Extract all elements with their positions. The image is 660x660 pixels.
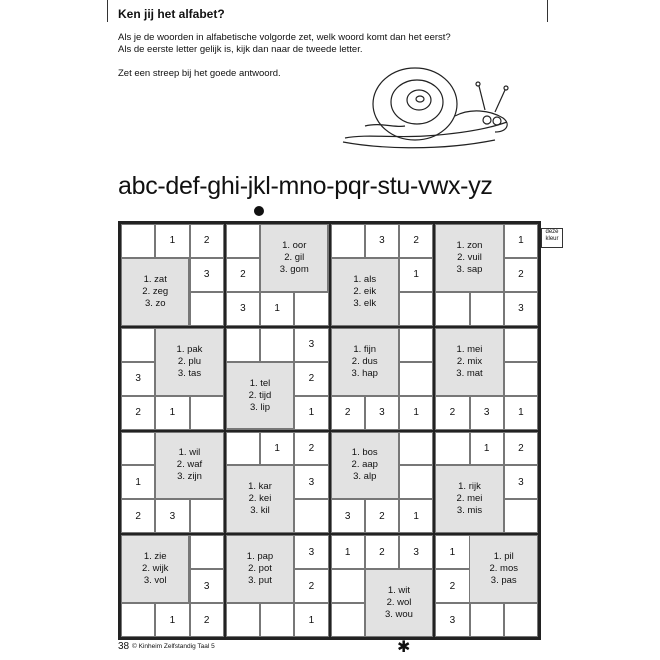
puzzle-cell[interactable] — [121, 603, 155, 637]
puzzle-cell[interactable]: 1 — [435, 535, 469, 569]
puzzle-cell[interactable] — [260, 328, 294, 362]
frame-right-line — [547, 0, 548, 22]
puzzle-cell[interactable]: 1 — [155, 396, 189, 430]
word-option[interactable]: 1. zie — [143, 551, 167, 563]
word-option[interactable]: 3. elk — [353, 297, 377, 309]
puzzle-block — [434, 431, 539, 535]
color-box[interactable]: deze kleur — [541, 228, 563, 248]
word-option[interactable]: 3. tas — [177, 367, 202, 379]
puzzle-cell[interactable]: 3 — [155, 499, 189, 533]
word-option[interactable]: 1. pak — [176, 343, 203, 355]
word-option[interactable]: 1. fijn — [353, 343, 377, 355]
puzzle-block — [225, 223, 330, 327]
word-option[interactable]: 1. wil — [178, 447, 201, 459]
puzzle-cell[interactable]: 1 — [121, 465, 155, 499]
star-icon: ✱ — [397, 639, 411, 656]
page-title: Ken jij het alfabet? — [118, 7, 225, 21]
puzzle-cell[interactable]: 2 — [435, 396, 469, 430]
puzzle-cell[interactable] — [190, 396, 224, 430]
puzzle-cell[interactable]: 3 — [435, 603, 469, 637]
puzzle-cell[interactable]: 3 — [294, 328, 328, 362]
puzzle-cell[interactable] — [121, 328, 155, 362]
word-option[interactable]: 2. waf — [176, 459, 203, 471]
puzzle-cell[interactable] — [435, 432, 469, 466]
puzzle-cell[interactable] — [504, 499, 538, 533]
word-option[interactable]: 2. wol — [386, 597, 412, 609]
word-option[interactable]: 3. mis — [456, 505, 483, 517]
word-option[interactable]: 1. mei — [456, 343, 483, 355]
word-option[interactable]: 2. mei — [456, 493, 483, 505]
puzzle-cell[interactable] — [399, 292, 433, 326]
word-option[interactable]: 3. hap — [351, 367, 378, 379]
puzzle-cell[interactable] — [399, 465, 433, 499]
puzzle-cell[interactable]: 1 — [399, 396, 433, 430]
word-option[interactable]: 3. put — [248, 575, 272, 587]
word-option[interactable]: 3. zijn — [177, 471, 202, 483]
word-box — [226, 465, 294, 533]
puzzle-cell[interactable]: 3 — [190, 569, 224, 603]
puzzle-cell[interactable] — [504, 603, 538, 637]
word-box — [331, 328, 399, 396]
instruction-line-1: Als je de woorden in alfabetische volgorde zet, welk woord komt dan het eerst? — [118, 32, 451, 43]
word-box — [365, 569, 433, 637]
puzzle-cell[interactable]: 3 — [226, 292, 260, 326]
puzzle-cell[interactable] — [331, 224, 365, 258]
puzzle-block — [330, 534, 435, 638]
word-option[interactable]: 2. zeg — [142, 285, 169, 297]
word-box — [226, 535, 294, 603]
puzzle-block — [120, 534, 225, 638]
word-option[interactable]: 1. pil — [493, 551, 514, 563]
puzzle-cell[interactable]: 2 — [294, 432, 328, 466]
puzzle-cell[interactable] — [226, 603, 260, 637]
puzzle-cell[interactable]: 3 — [504, 465, 538, 499]
puzzle-cell[interactable] — [190, 499, 224, 533]
puzzle-block — [434, 327, 539, 431]
word-box — [121, 535, 189, 603]
word-option[interactable]: 1. rijk — [458, 481, 481, 493]
puzzle-cell[interactable]: 2 — [504, 258, 538, 292]
puzzle-cell[interactable] — [226, 328, 260, 362]
word-option[interactable]: 2. aap — [351, 459, 378, 471]
puzzle-cell[interactable]: 1 — [504, 224, 538, 258]
word-option[interactable]: 2. kei — [248, 493, 272, 505]
puzzle-cell[interactable]: 2 — [190, 603, 224, 637]
word-option[interactable]: 1. oor — [282, 239, 307, 251]
word-option[interactable]: 3. pas — [490, 575, 517, 587]
puzzle-block — [330, 327, 435, 431]
puzzle-cell[interactable]: 2 — [190, 224, 224, 258]
puzzle-cell[interactable] — [470, 603, 504, 637]
puzzle-cell[interactable] — [294, 292, 328, 326]
frame-left-line — [107, 0, 108, 22]
word-option[interactable]: 1. kar — [248, 481, 272, 493]
puzzle-cell[interactable] — [399, 362, 433, 396]
word-option[interactable]: 2. mix — [456, 355, 483, 367]
start-dot — [254, 206, 264, 216]
word-option[interactable]: 2. pot — [248, 563, 272, 575]
puzzle-cell[interactable]: 2 — [226, 258, 260, 292]
puzzle-cell[interactable] — [121, 224, 155, 258]
word-option[interactable]: 1. als — [353, 273, 377, 285]
puzzle-cell[interactable]: 2 — [294, 569, 328, 603]
puzzle-cell[interactable]: 1 — [260, 292, 294, 326]
puzzle-block — [434, 223, 539, 327]
word-option[interactable]: 1. wit — [387, 585, 411, 597]
alphabet-line: abc-def-ghi-jkl-mno-pqr-stu-vwx-yz — [118, 172, 493, 200]
puzzle-cell[interactable] — [331, 603, 365, 637]
puzzle-cell[interactable]: 2 — [504, 432, 538, 466]
puzzle-cell[interactable]: 1 — [294, 396, 328, 430]
word-box — [226, 362, 294, 430]
puzzle-cell[interactable] — [260, 603, 294, 637]
puzzle-cell[interactable]: 3 — [294, 535, 328, 569]
puzzle-cell[interactable]: 2 — [331, 396, 365, 430]
puzzle-cell[interactable]: 1 — [399, 258, 433, 292]
word-option[interactable]: 2. gil — [284, 251, 305, 263]
word-option[interactable]: 3. lip — [249, 401, 271, 413]
word-option[interactable]: 3. vol — [143, 575, 167, 587]
puzzle-cell[interactable] — [470, 292, 504, 326]
puzzle-cell[interactable]: 2 — [365, 535, 399, 569]
word-option[interactable]: 2. wijk — [142, 563, 169, 575]
puzzle-cell[interactable]: 2 — [365, 499, 399, 533]
instruction-line-3: Zet een streep bij het goede antwoord. — [118, 68, 281, 79]
puzzle-cell[interactable] — [504, 362, 538, 396]
word-option[interactable]: 3. kil — [250, 505, 270, 517]
puzzle-cell[interactable] — [121, 432, 155, 466]
word-box — [331, 432, 399, 500]
puzzle-cell[interactable]: 3 — [365, 396, 399, 430]
puzzle-cell[interactable] — [399, 328, 433, 362]
puzzle-cell[interactable]: 3 — [399, 535, 433, 569]
word-box — [435, 224, 503, 292]
instruction-line-2: Als de eerste letter gelijk is, kijk dan naar de tweede letter. — [118, 44, 363, 55]
puzzle-cell[interactable] — [331, 569, 365, 603]
word-box — [331, 258, 399, 326]
page-number: 38 — [118, 641, 130, 652]
puzzle-cell[interactable] — [226, 224, 260, 258]
puzzle-cell[interactable] — [190, 535, 224, 569]
word-box — [435, 465, 503, 533]
puzzle-block — [330, 223, 435, 327]
puzzle-cell[interactable]: 3 — [365, 224, 399, 258]
puzzle-cell[interactable] — [504, 328, 538, 362]
puzzle-cell[interactable]: 2 — [399, 224, 433, 258]
puzzle-cell[interactable]: 3 — [121, 362, 155, 396]
puzzle-cell[interactable]: 1 — [331, 535, 365, 569]
puzzle-block — [225, 534, 330, 638]
word-option[interactable]: 1. pap — [246, 551, 274, 563]
puzzle-block — [120, 223, 225, 327]
puzzle-block — [330, 431, 435, 535]
puzzle-cell[interactable]: 1 — [504, 396, 538, 430]
puzzle-cell[interactable]: 3 — [294, 465, 328, 499]
puzzle-block — [120, 431, 225, 535]
puzzle-cell[interactable]: 2 — [435, 569, 469, 603]
puzzle-cell[interactable] — [226, 432, 260, 466]
word-option[interactable]: 3. wou — [384, 609, 413, 621]
word-option[interactable]: 3. gom — [279, 263, 309, 275]
puzzle-cell[interactable] — [435, 292, 469, 326]
puzzle-block — [434, 534, 539, 638]
puzzle-block — [225, 327, 330, 431]
puzzle-cell[interactable] — [190, 292, 224, 326]
puzzle-cell[interactable]: 3 — [504, 292, 538, 326]
puzzle-cell[interactable]: 3 — [190, 258, 224, 292]
word-option[interactable]: 3. mat — [456, 367, 483, 379]
word-option[interactable]: 2. plu — [177, 355, 202, 367]
word-option[interactable]: 2. vuil — [457, 251, 482, 263]
copyright: © Kinheim Zelfstandig Taal 5 — [132, 643, 215, 650]
puzzle-cell[interactable]: 2 — [121, 396, 155, 430]
puzzle-cell[interactable]: 3 — [470, 396, 504, 430]
word-box — [121, 258, 189, 326]
word-option[interactable]: 1. tel — [249, 377, 271, 389]
word-option[interactable]: 2. eik — [353, 285, 377, 297]
word-box — [155, 432, 223, 500]
puzzle-cell[interactable]: 1 — [294, 603, 328, 637]
word-option[interactable]: 1. zat — [143, 273, 167, 285]
word-option[interactable]: 2. dus — [351, 355, 378, 367]
puzzle-cell[interactable]: 1 — [155, 603, 189, 637]
alphabet-puzzle-grid — [118, 221, 541, 640]
word-option[interactable]: 2. mos — [489, 563, 518, 575]
word-box — [155, 328, 223, 396]
word-option[interactable]: 1. bos — [351, 447, 378, 459]
word-option[interactable]: 3. zo — [144, 297, 166, 309]
puzzle-cell[interactable]: 2 — [121, 499, 155, 533]
puzzle-cell[interactable]: 1 — [155, 224, 189, 258]
word-option[interactable]: 3. alp — [353, 471, 377, 483]
puzzle-cell[interactable]: 3 — [331, 499, 365, 533]
word-box — [435, 328, 503, 396]
puzzle-block — [120, 327, 225, 431]
puzzle-cell[interactable] — [294, 499, 328, 533]
snail-illustration — [335, 66, 525, 160]
puzzle-cell[interactable]: 1 — [470, 432, 504, 466]
puzzle-cell[interactable]: 1 — [260, 432, 294, 466]
word-box — [260, 224, 328, 292]
word-option[interactable]: 1. zon — [456, 239, 483, 251]
word-box — [469, 535, 537, 603]
word-option[interactable]: 3. sap — [456, 263, 483, 275]
puzzle-cell[interactable] — [399, 432, 433, 466]
puzzle-block — [225, 431, 330, 535]
puzzle-cell[interactable]: 2 — [294, 362, 328, 396]
puzzle-cell[interactable]: 1 — [399, 499, 433, 533]
word-option[interactable]: 2. tijd — [248, 389, 272, 401]
